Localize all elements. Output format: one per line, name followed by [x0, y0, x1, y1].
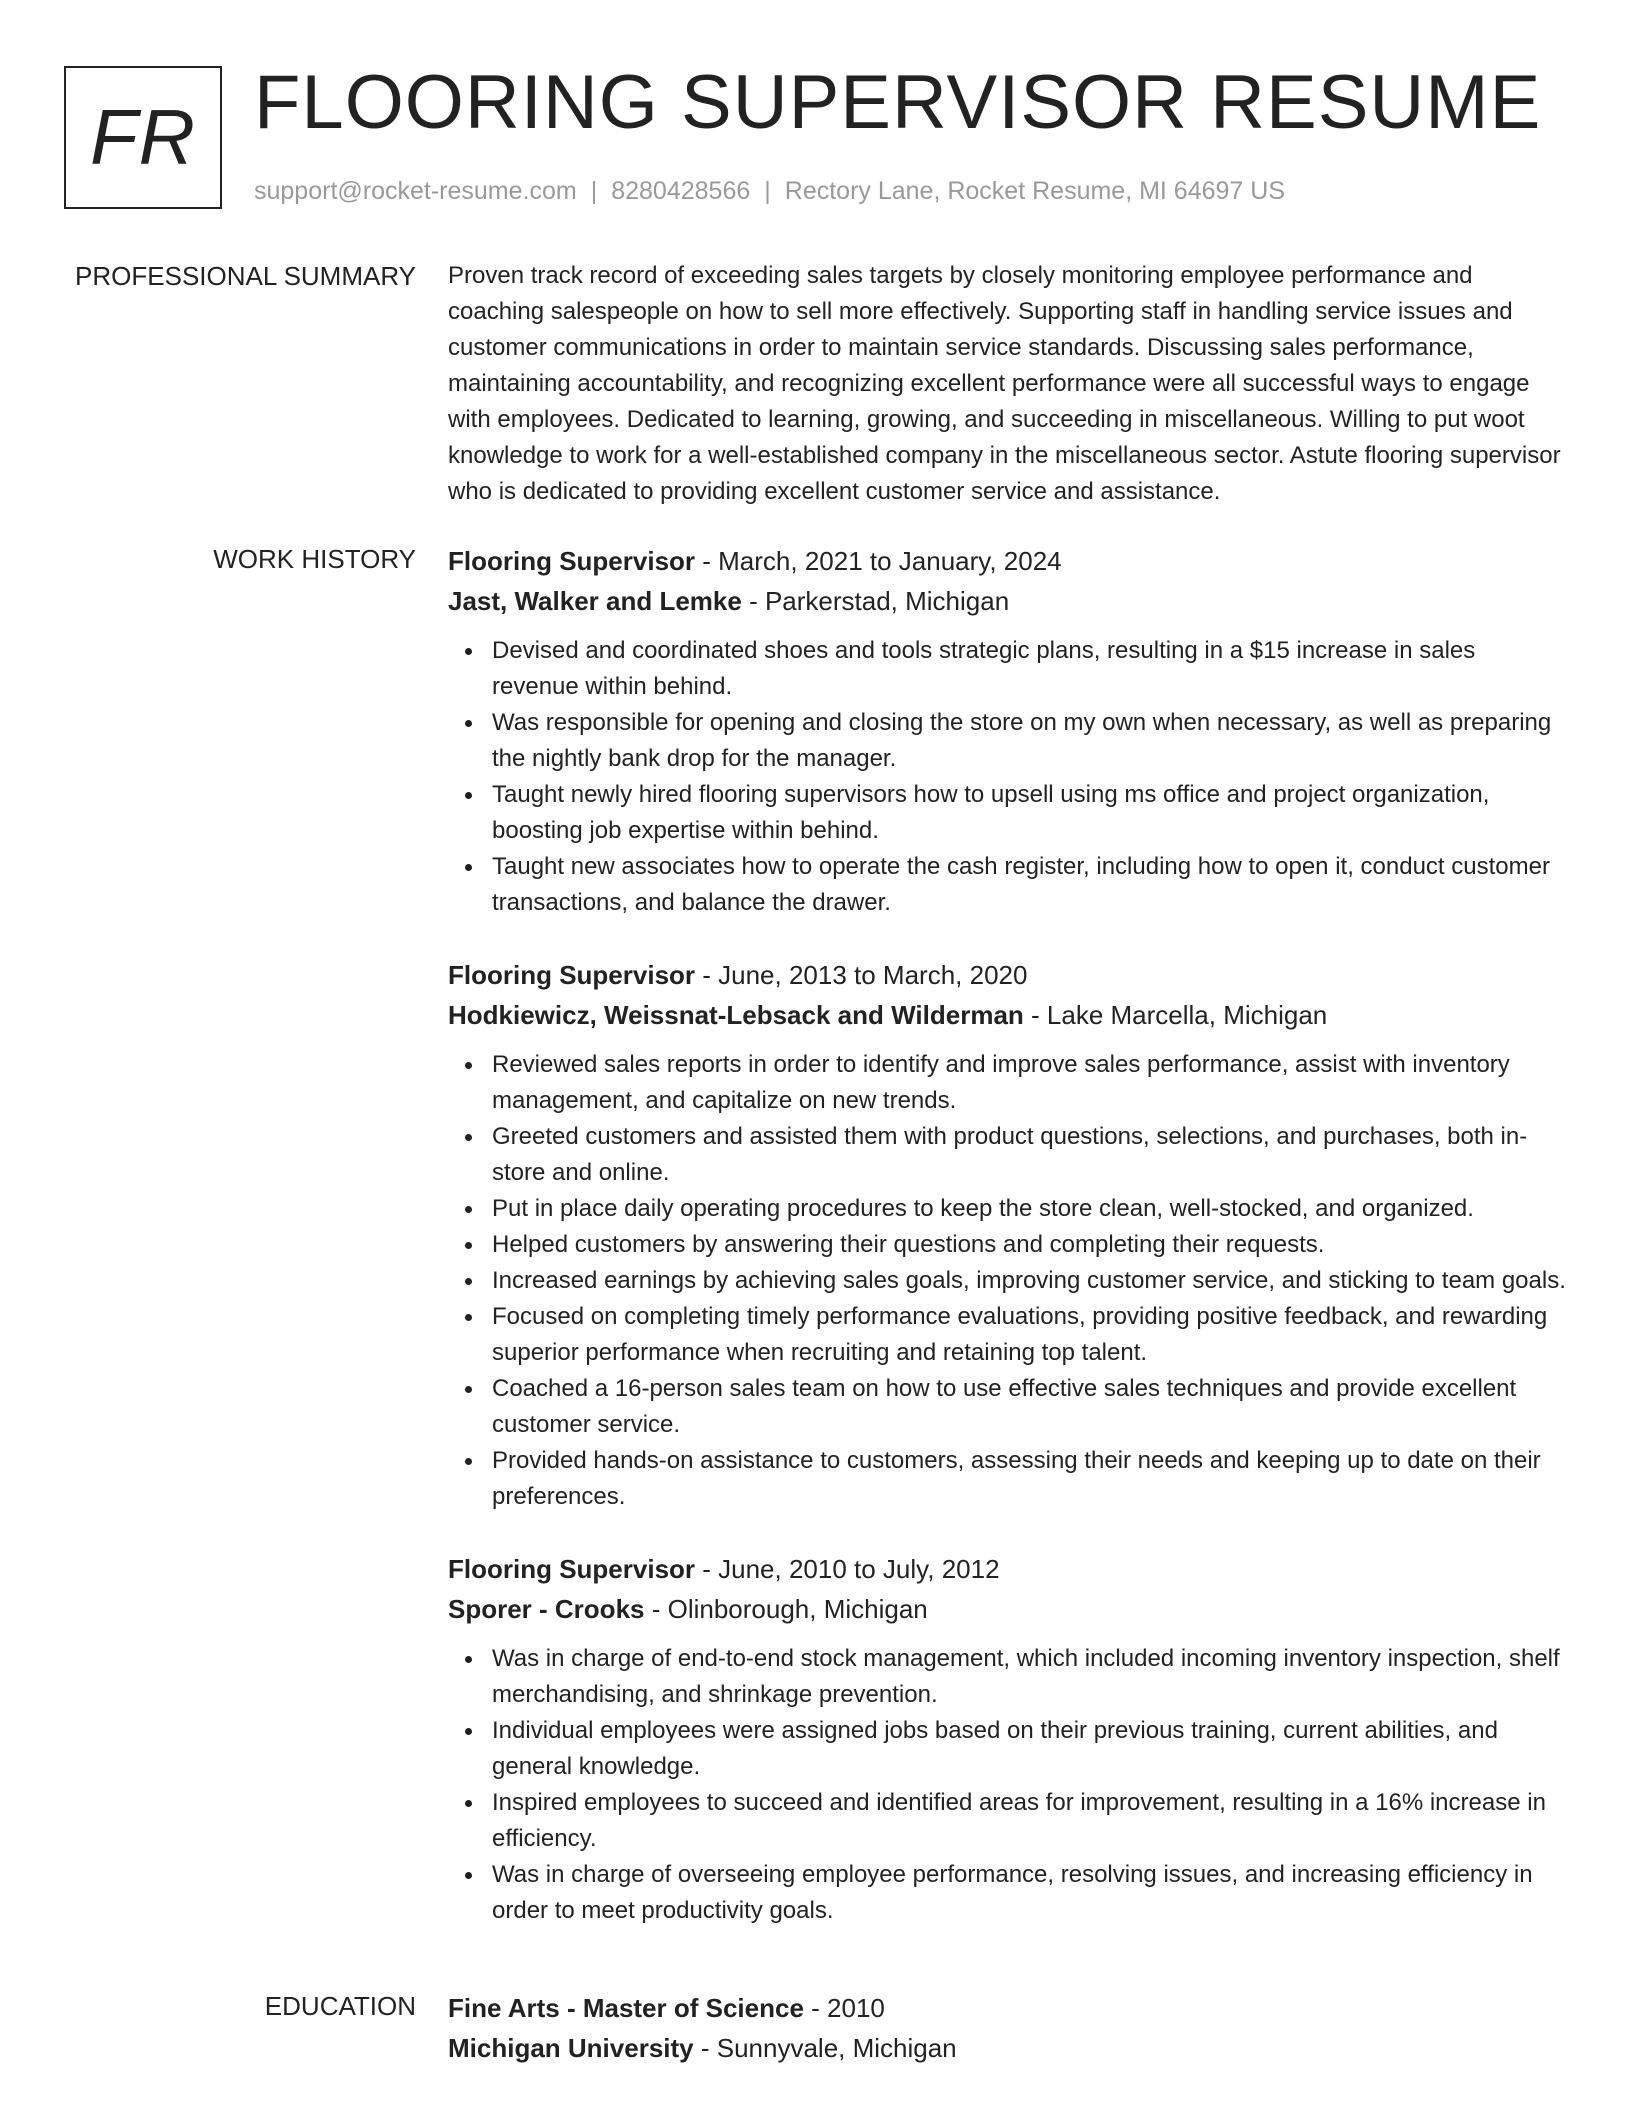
job-dates: - March, 2021 to January, 2024 — [695, 546, 1062, 576]
list-item: Increased earnings by achieving sales goals, improving customer service, and sticking to team goals. — [448, 1263, 1568, 1299]
separator: | — [590, 177, 598, 205]
page-title: FLOORING SUPERVISOR RESUME — [254, 60, 1542, 145]
separator: | — [764, 177, 771, 205]
list-item: Taught newly hired flooring supervisors how to upsell using ms office and project organization, boosting job expertise within behind. — [448, 777, 1568, 849]
monogram-badge: FR — [64, 66, 222, 209]
list-item: Was in charge of end-to-end stock management, which included incoming inventory inspection, shelf merchandising, and shrinkage prevention. — [448, 1641, 1568, 1713]
job-title: Flooring Supervisor — [448, 1554, 696, 1584]
section-label-work-history: WORK HISTORY — [213, 544, 416, 574]
job-entry — [448, 541, 1568, 921]
list-item: Inspired employees to succeed and identified areas for improvement, resulting in a 16% increase in efficiency. — [448, 1785, 1568, 1857]
job-bullets — [448, 633, 1568, 921]
list-item: Devised and coordinated shoes and tools strategic plans, resulting in a $15 increase in sales revenue within behind. — [448, 633, 1568, 705]
list-item: Greeted customers and assisted them with product questions, selections, and purchases, both in-store and online. — [448, 1119, 1568, 1191]
email-text: support@rocket-resume.com — [254, 177, 577, 205]
school-location: - Sunnyvale, Michigan — [693, 2033, 957, 2063]
degree-name: Fine Arts - Master of Science — [448, 1993, 804, 2023]
job-location: - Parkerstad, Michigan — [741, 586, 1010, 616]
list-item: Helped customers by answering their questions and completing their requests. — [448, 1227, 1568, 1263]
list-item: Coached a 16-person sales team on how to use effective sales techniques and provide excellent customer service. — [448, 1371, 1568, 1443]
job-company-line — [448, 995, 1568, 1035]
degree-line — [448, 1988, 1568, 2028]
job-bullets — [448, 1641, 1568, 1929]
section-label-summary: PROFESSIONAL SUMMARY — [75, 261, 416, 291]
job-entry — [448, 955, 1568, 1515]
job-title: Flooring Supervisor — [448, 546, 696, 576]
list-item: Was in charge of overseeing employee performance, resolving issues, and increasing efficiency in order to meet productivity goals. — [448, 1857, 1568, 1929]
job-title-line — [448, 541, 1568, 581]
list-item: Put in place daily operating procedures to keep the store clean, well-stocked, and organized. — [448, 1191, 1568, 1227]
job-title-line — [448, 1549, 1568, 1589]
job-dates: - June, 2013 to March, 2020 — [695, 960, 1028, 990]
job-title: Flooring Supervisor — [448, 960, 696, 990]
address-text: Rectory Lane, Rocket Resume, MI 64697 US — [784, 177, 1285, 205]
job-location: - Olinborough, Michigan — [644, 1594, 928, 1624]
job-location: - Lake Marcella, Michigan — [1023, 1000, 1328, 1030]
job-title-line — [448, 955, 1568, 995]
school-line — [448, 2028, 1568, 2068]
phone-text: 8280428566 — [611, 177, 751, 205]
job-company: Sporer - Crooks — [448, 1594, 645, 1624]
list-item: Taught new associates how to operate the cash register, including how to open it, conduct customer transactions, and balance the drawer. — [448, 849, 1568, 921]
job-company: Jast, Walker and Lemke — [448, 586, 742, 616]
school-name: Michigan University — [448, 2033, 694, 2063]
degree-year: - 2010 — [803, 1993, 885, 2023]
list-item: Was responsible for opening and closing the store on my own when necessary, as well as preparing the nightly bank drop for the manager. — [448, 705, 1568, 777]
job-company: Hodkiewicz, Weissnat-Lebsack and Wilderman — [448, 1000, 1024, 1030]
job-company-line — [448, 581, 1568, 621]
job-bullets — [448, 1047, 1568, 1515]
job-dates: - June, 2010 to July, 2012 — [695, 1554, 1000, 1584]
list-item: Reviewed sales reports in order to identify and improve sales performance, assist with inventory management, and capitalize on new trends. — [448, 1047, 1568, 1119]
summary-text: Proven track record of exceeding sales targets by closely monitoring employee performance and coaching salespeople on how to sell more effectively. Supporting staff in handling service issues and customer communications in order to maintain service standards. Discussing sales performance, maintaining accountability, and recognizing excellent performance were all successful ways to engage with employees. Dedicated to learning, growing, and succeeding in miscellaneous. Willing to put woot knowledge to work for a well-established company in the miscellaneous sector. Astute flooring supervisor who is dedicated to providing excellent customer service and assistance. — [448, 262, 1561, 505]
list-item: Provided hands-on assistance to customers, assessing their needs and keeping up to date on their preferences. — [448, 1443, 1568, 1515]
list-item: Individual employees were assigned jobs based on their previous training, current abilities, and general knowledge. — [448, 1713, 1568, 1785]
list-item: Focused on completing timely performance evaluations, providing positive feedback, and rewarding superior performance when recruiting and retaining top talent. — [448, 1299, 1568, 1371]
job-entry — [448, 1549, 1568, 1929]
job-company-line — [448, 1589, 1568, 1629]
contact-line — [254, 174, 1285, 208]
section-label-education: EDUCATION — [264, 1991, 416, 2021]
